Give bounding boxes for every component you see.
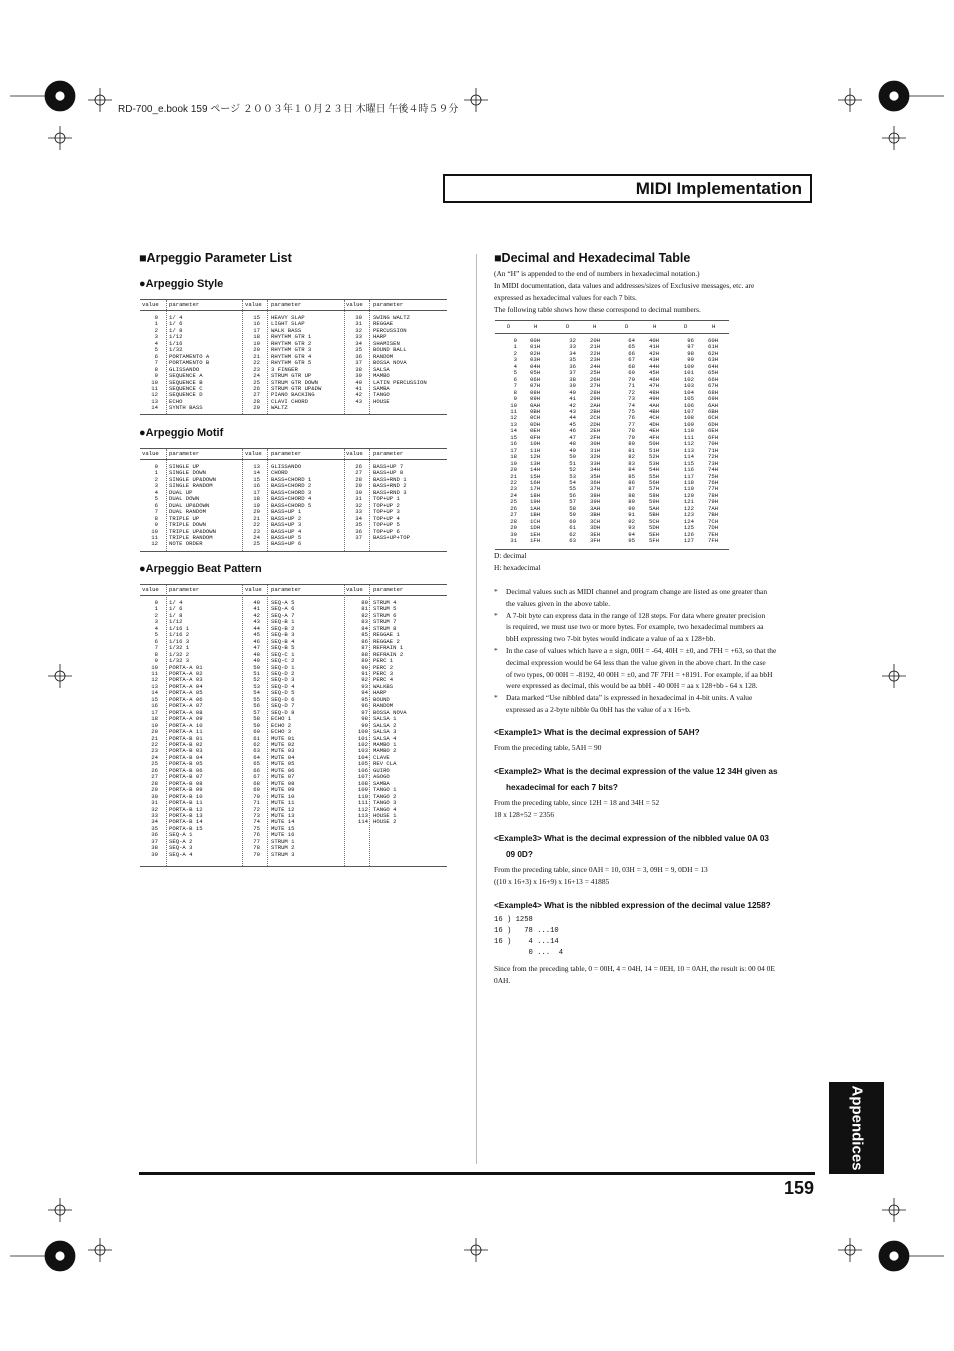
hex-col-d-4: 96 97 98 99 100 101 102 103 104 105 106 107 108 109 110 111 112 113 114 115 116 117 118 119 120 121 122 123 124 125 126 127	[683, 337, 694, 545]
hex-col-d-1: 0 1 2 3 4 5 6 7 8 9 10 11 12 13 14 15 16 17 18 19 20 21 22 23 24 25 26 27 28 29 30 31	[510, 337, 517, 545]
example3-answer-line1: From the preceding table, since 0AH = 10, 03H = 3, 09H = 9, 0DH = 13	[494, 865, 708, 874]
col-header-parameter: parameter	[373, 586, 404, 593]
note-line: Data marked “Use nibbled data” is expressed in hexadecimal in 4-bit units. A value	[506, 693, 753, 703]
example3-question-line1: <Example3> What is the decimal expression of the nibbled value 0A 03	[494, 834, 769, 843]
col-header-h: H	[653, 323, 657, 330]
hex-col-d-3: 64 65 66 67 68 69 70 71 72 73 74 75 76 77 78 79 80 81 82 83 84 85 86 87 88 89 90 91 92 93 94 95	[628, 337, 635, 545]
col-header-value: value	[142, 586, 159, 593]
col-header-h: H	[712, 323, 716, 330]
beat-values-3: 80 81 82 83 84 85 86 87 88 89 90 91 92 93 94 95 96 97 98 99 100 101 102 103 104 105 106 107 108 109 110 111 112 113 114	[357, 599, 368, 826]
arpeggio-motif-table	[140, 448, 447, 552]
division-line: 0 ... 4	[494, 949, 564, 957]
intro-line: In MIDI documentation, data values and addresses/sizes of Exclusive messages, etc. are	[494, 281, 755, 290]
intro-line: The following table shows how these correspond to decimal numbers.	[494, 305, 701, 314]
col-header-parameter: parameter	[373, 301, 404, 308]
hex-col-h-1: 00H 01H 02H 03H 04H 05H 06H 07H 08H 09H 0AH 0BH 0CH 0DH 0EH 0FH 10H 11H 12H 13H 14H 15H 16H 17H 18H 19H 1AH 1BH 1CH 1DH 1EH 1FH	[530, 337, 541, 545]
example3-question-line2: 09 0D?	[506, 850, 533, 859]
col-header-parameter: parameter	[169, 301, 200, 308]
beat-values-2: 40 41 42 43 44 45 46 47 48 49 50 51 52 53 54 55 56 57 58 59 60 61 62 63 64 65 66 67 68 69 70 71 72 73 74 75 76 77 78 79	[253, 599, 260, 858]
note-line: Decimal values such as MIDI channel and program change are listed as one greater than	[506, 587, 768, 596]
motif-values-2: 13 14 15 16 17 18 19 20 21 22 23 24 25	[253, 463, 260, 548]
note-line: were expressed as decimal, this would be aa bbH - 40 00H = aa x 128+bb - 64 x 128.	[506, 681, 758, 691]
example2-answer-line1: From the preceding table, since 12H = 18 and 34H = 52	[494, 798, 660, 807]
note-line: decimal expression would be 64 less than the value given in the above chart. In the case	[506, 657, 766, 667]
column-divider	[476, 254, 477, 1164]
table-header	[495, 321, 729, 334]
arpeggio-parameter-list-heading: ■Arpeggio Parameter List	[139, 251, 292, 265]
arpeggio-beat-table	[140, 584, 447, 867]
intro-text	[494, 268, 814, 316]
motif-params-3: BASS+UP 7 BASS+UP 8 BASS+RND 1 BASS+RND 2 BASS+RND 3 TOP+UP 1 TOP+UP 2 TOP+UP 3 TOP+UP 4 TOP+UP 5 TOP+UP 6 BASS+UP+TOP	[373, 463, 410, 541]
style-params-2: HEAVY SLAP LIGHT SLAP WALK BASS RHYTHM GTR 1 RHYTHM GTR 2 RHYTHM GTR 3 RHYTHM GTR 4 RHYTHM GTR 5 3 FINGER STRUM GTR UP STRUM GTR DOWN STRUM GTR UP&DW PIANO BACKING CLAVI CHORD WALTZ	[271, 314, 322, 412]
example3-answer-line2: ((10 x 16+3) x 16+9) x 16+13 = 41885	[494, 877, 610, 886]
division-line: 16 ) 4 ...14	[494, 938, 559, 946]
col-header-d: D	[566, 323, 570, 330]
note-marker: *	[494, 610, 498, 620]
example2-question-line2: hexadecimal for each 7 bits?	[506, 783, 618, 792]
table-legend	[494, 550, 541, 574]
col-header-parameter: parameter	[271, 301, 302, 308]
page-title: MIDI Implementation	[635, 179, 802, 198]
style-values-3: 30 31 32 33 34 35 36 37 38 39 40 41 42 43	[355, 314, 362, 405]
note-marker: *	[494, 693, 498, 703]
col-header-value: value	[142, 450, 159, 457]
beat-values-1: 0 1 2 3 4 5 6 7 8 9 10 11 12 13 14 15 16 17 18 19 20 21 22 23 24 25 26 27 28 29 30 31 32 33 34 35 36 37 38 39	[151, 599, 158, 858]
style-values-1: 0 1 2 3 4 5 6 7 8 9 10 11 12 13 14	[151, 314, 158, 412]
col-header-value: value	[346, 450, 363, 457]
beat-params-3: STRUM 4 STRUM 5 STRUM 6 STRUM 7 STRUM 8 REGGAE 1 REGGAE 2 REFRAIN 1 REFRAIN 2 PERC 1 PERC 2 PERC 3 PERC 4 WALKBS HARP BOUND RANDOM BOSSA NOVA SALSA 1 SALSA 2 SALSA 3 SALSA 4 MAMBO 1 MAMBO 2 CLAVE REV CLA GUIRO AGOGO SAMBA TANGO 1 TANGO 2 TANGO 3 TANGO 4 HOUSE 1 HOUSE 2	[373, 599, 407, 826]
example4-answer-line2: 0AH.	[494, 976, 511, 985]
table-header	[140, 300, 447, 311]
example1-question: <Example1> What is the decimal expression of 5AH?	[494, 728, 700, 737]
col-header-parameter: parameter	[373, 450, 404, 457]
note-item	[494, 645, 814, 692]
legend-decimal: D: decimal	[494, 551, 527, 560]
appendices-side-tab	[829, 1082, 884, 1174]
motif-params-1: SINGLE UP SINGLE DOWN SINGLE UP&DOWN SINGLE RANDOM DUAL UP DUAL DOWN DUAL UP&DOWN DUAL RANDOM TRIPLE UP TRIPLE DOWN TRIPLE UP&DOWN TRIPLE RANDOM NOTE ORDER	[169, 463, 216, 548]
col-header-h: H	[593, 323, 597, 330]
page-number: 159	[783, 1178, 814, 1198]
example2-answer-line2: 18 x 128+52 = 2356	[494, 810, 555, 819]
decimal-hex-table-heading: ■Decimal and Hexadecimal Table	[494, 251, 691, 265]
note-line: expressed as a 2-byte nibble 0a 0bH has the value of a x 16+b.	[506, 704, 691, 714]
col-header-h: H	[534, 323, 538, 330]
col-header-parameter: parameter	[169, 450, 200, 457]
example4-answer-line1: Since from the preceding table, 0 = 00H, 4 = 04H, 14 = 0EH, 10 = 0AH, the result is: 00 04 0E	[494, 964, 775, 973]
note-marker: *	[494, 587, 498, 596]
legend-hex: H: hexadecimal	[494, 563, 541, 572]
motif-params-2: GLISSANDO CHORD BASS+CHORD 1 BASS+CHORD 2 BASS+CHORD 3 BASS+CHORD 4 BASS+CHORD 5 BASS+UP 1 BASS+UP 2 BASS+UP 3 BASS+UP 4 BASS+UP 5 BASS+UP 6	[271, 463, 312, 548]
style-params-3: SWING WALTZ REGGAE PERCUSSION HARP SHAMISEN BOUND BALL RANDOM BOSSA NOVA SALSA MAMBO LATIN PERCUSSION SAMBA TANGO HOUSE	[373, 314, 427, 405]
col-header-value: value	[245, 301, 262, 308]
col-header-value: value	[142, 301, 159, 308]
col-header-parameter: parameter	[271, 586, 302, 593]
col-header-parameter: parameter	[169, 586, 200, 593]
long-division	[494, 915, 563, 959]
style-values-2: 15 16 17 18 19 20 21 22 23 24 25 26 27 28 29	[253, 314, 260, 412]
table-header	[140, 449, 447, 460]
col-header-value: value	[346, 301, 363, 308]
decimal-hex-table	[495, 320, 729, 550]
example4-question: <Example4> What is the nibbled expression of the decimal value 1258?	[494, 901, 771, 910]
note-item	[494, 610, 814, 645]
note-item	[494, 692, 814, 716]
example1-answer: From the preceding table, 5AH = 90	[494, 743, 602, 752]
col-header-d: D	[507, 323, 511, 330]
note-line: A 7-bit byte can express data in the range of 128 steps. For data where greater precision	[506, 610, 766, 620]
motif-values-3: 26 27 28 29 30 31 32 33 34 35 36 37	[355, 463, 362, 541]
table-header	[140, 585, 447, 596]
intro-line: (An “H” is appended to the end of numbers in hexadecimal notation.)	[494, 269, 700, 278]
arpeggio-style-table	[140, 299, 447, 415]
hex-col-h-4: 60H 61H 62H 63H 64H 65H 66H 67H 68H 69H 6AH 6BH 6CH 6DH 6EH 6FH 70H 71H 72H 73H 74H 75H 76H 77H 78H 79H 7AH 7BH 7CH 7DH 7EH 7FH	[708, 337, 719, 545]
col-header-d: D	[625, 323, 629, 330]
notes-list	[494, 586, 814, 716]
page-title-box	[443, 174, 812, 203]
arpeggio-motif-heading: ●Arpeggio Motif	[139, 427, 224, 439]
beat-params-2: SEQ-A 5 SEQ-A 6 SEQ-A 7 SEQ-B 1 SEQ-B 2 SEQ-B 3 SEQ-B 4 SEQ-B 5 SEQ-C 1 SEQ-C 2 SEQ-D 1 SEQ-D 2 SEQ-D 3 SEQ-D 4 SEQ-D 5 SEQ-D 6 SEQ-D 7 SEQ-D 8 ECHO 1 ECHO 2 ECHO 3 MUTE 01 MUTE 02 MUTE 03 MUTE 04 MUTE 05 MUTE 06 MUTE 07 MUTE 08 MUTE 09 MUTE 10 MUTE 11 MUTE 12 MUTE 13 MUTE 14 MUTE 15 MUTE 16 STRUM 1 STRUM 2 STRUM 3	[271, 599, 295, 858]
note-line: In the case of values which have a ± sign, 00H = -64, 40H = ±0, and 7FH = +63, so that the	[506, 645, 777, 655]
arpeggio-beat-pattern-heading: ●Arpeggio Beat Pattern	[139, 563, 262, 575]
division-line: 16 ) 78 ...10	[494, 927, 559, 935]
example2-question-line1: <Example2> What is the decimal expression of the value 12 34H given as	[494, 767, 778, 776]
col-header-value: value	[245, 450, 262, 457]
note-line: bbH expressing two 7-bit bytes would indicate a value of aa x 128+bb.	[506, 634, 716, 644]
hex-col-d-2: 32 33 34 35 36 37 38 39 40 41 42 43 44 45 46 47 48 49 50 51 52 53 54 55 56 57 58 59 60 61 62 63	[569, 337, 576, 545]
col-header-d: D	[684, 323, 688, 330]
footer-rule	[139, 1172, 815, 1175]
col-header-parameter: parameter	[271, 450, 302, 457]
side-tab-label: Appendices	[848, 1085, 865, 1171]
division-line: 16 ) 1258	[494, 916, 533, 924]
note-line: of two types, 00 00H = -8192, 40 00H = ±0, and 7F 7FH = +8191. For example, if aa bbH	[506, 669, 773, 679]
beat-params-1: 1/ 4 1/ 6 1/ 8 1/12 1/16 1 1/16 2 1/16 3 1/32 1 1/32 2 1/32 3 PORTA-A 01 PORTA-A 02 PORTA-A 03 PORTA-A 04 PORTA-A 05 PORTA-A 06 PORTA-A 07 PORTA-A 08 PORTA-A 09 PORTA-A 10 PORTA-A 11 PORTA-B 01 PORTA-B 02 PORTA-B 03 PORTA-B 04 PORTA-B 05 PORTA-B 06 PORTA-B 07 PORTA-B 08 PORTA-B 09 PORTA-B 10 PORTA-B 11 PORTA-B 12 PORTA-B 13 PORTA-B 14 PORTA-B 15 SEQ-A 1 SEQ-A 2 SEQ-A 3 SEQ-A 4	[169, 599, 203, 858]
hex-col-h-3: 40H 41H 42H 43H 44H 45H 46H 47H 48H 49H 4AH 4BH 4CH 4DH 4EH 4FH 50H 51H 52H 53H 54H 55H 56H 57H 58H 59H 5AH 5BH 5CH 5DH 5EH 5FH	[649, 337, 660, 545]
note-marker: *	[494, 645, 498, 655]
col-header-value: value	[346, 586, 363, 593]
note-line: is required, we must use two or more bytes. For example, two hexadecimal numbers aa	[506, 622, 764, 632]
note-item	[494, 586, 814, 610]
arpeggio-style-heading: ●Arpeggio Style	[139, 278, 224, 290]
file-header-line: RD-700_e.book 159 ページ ２００３年１０月２３日 木曜日 午後４時５９分	[118, 104, 459, 115]
intro-line: expressed as hexadecimal values for each 7 bits.	[494, 293, 637, 302]
style-params-1: 1/ 4 1/ 6 1/ 8 1/12 1/16 1/32 PORTAMENTO A PORTAMENTO B GLISSANDO SEQUENCE A SEQUENCE B SEQUENCE C SEQUENCE D ECHO SYNTH BASS	[169, 314, 210, 412]
hex-col-h-2: 20H 21H 22H 23H 24H 25H 26H 27H 28H 29H 2AH 2BH 2CH 2DH 2EH 2FH 30H 31H 32H 33H 34H 35H 36H 37H 38H 39H 3AH 3BH 3CH 3DH 3EH 3FH	[590, 337, 601, 545]
motif-values-1: 0 1 2 3 4 5 6 7 8 9 10 11 12	[151, 463, 158, 548]
col-header-value: value	[245, 586, 262, 593]
note-line: the values given in the above table.	[506, 598, 611, 608]
